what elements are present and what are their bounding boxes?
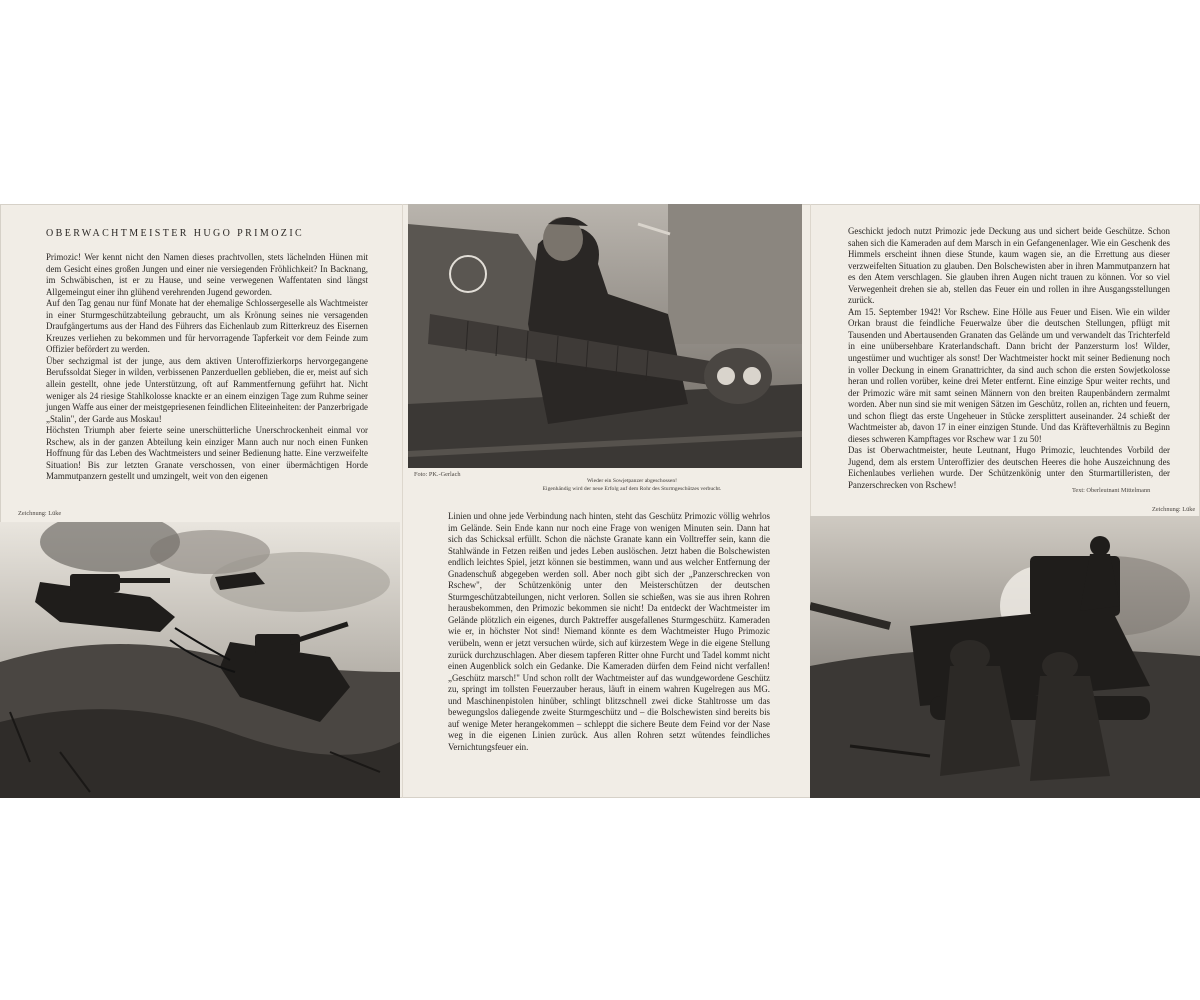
article-heading: OBERWACHTMEISTER HUGO PRIMOZIC	[46, 228, 305, 239]
panel-left	[0, 204, 403, 798]
article-text-part-1	[46, 252, 368, 483]
paragraph: Geschickt jedoch nutzt Primozic jede Deckung aus und sichert beide Geschütze. Schon sahen sich die Kameraden auf dem Marsch in ein Gefangenenlager. Wie ein Geschenk des Himmels erscheint ihnen diese Stunde, kaum wagen sie, an die Errettung aus dieser verzweifelten Situation zu glauben. Den Bolschewisten aber in ihren Mammutpanzern hat es den Atem verschlagen. Sie glauben ihren Augen nicht trauen zu können. Vor so viel Verwegenheit drehen sie ab, stellen das Feuer ein und rollen in ihre Ausgangsstellungen zurück.	[848, 226, 1170, 306]
brochure-sheet	[0, 204, 1200, 798]
illustration-credit: Zeichnung: Lüke	[18, 510, 62, 517]
paragraph: Linien und ohne jede Verbindung nach hinten, steht das Geschütz Primozic völlig wehrlos im Gelände. Sein Ende kann nur noch eine Frage von wenigen Minuten sein. Dann hat sich das Schicksal erfüllt. Schon die nächste Granate kann ein Volltreffer sein, kann die Stahlwände in Fetzen reißen und jedes Leben auslöschen. Jetzt haben die Bolschewisten endlich leichtes Spiel, jetzt können sie bestimmen, wann und aus welcher Entfernung der Gnadenschuß abgegeben werden soll. Aber noch gibt sich der „Panzerschrecken von Rschew", der Schützenkönig unter den Meisterschützen der deutschen Sturmgeschützabteilungen, nicht verloren. Sollen sie schießen, was sie aus ihren Rohren herausbekommen, den Primozic bekommen sie nicht! Da entdeckt der Wachtmeister im Gelände plötzlich ein eigenes, durch Paktreffer ausgefallenes Sturmgeschütz. Kameraden wie er, in höchster Not sind! Niemand könnte es dem Wachtmeister Hugo Primozic verübeln, wenn er jetzt versuchen würde, sich auf kürzestem Wege in die eigene Stellung zurück durchzuschlagen. Aber diesem tapferen Ritter ohne Furcht und Tadel kommt nicht einen Augenblick solch ein Gedanke. Die Kameraden dürfen dem Feind nicht verfallen! „Geschütz marsch!" Und schon rollt der Wachtmeister auf das wundgewordene Geschütz zu, springt im tollsten Feuerzauber heraus, läuft in einem wahren Kugelregen aus MG. und Maschinenpistolen hinüber, schlingt blitzschnell zwei dicke Stahltrosse um das bewegungslos daliegende zweite Sturmgeschütz und – die Bolschewisten sind bereits bis auf wenige Meter herangekommen – schleppt die sichere Beute dem Feind vor der Nase weg in die eigenen Linien zurück. Aus allen Rohren setzt wütendes feindliches Vernichtungsfeuer ein.	[448, 511, 770, 752]
battle-illustration-soldiers	[810, 516, 1200, 798]
paragraph: Über sechzigmal ist der junge, aus dem aktiven Unteroffizierkorps hervorgegangene Berufssoldat Sieger in wilden, verbissenen Panzerduellen geblieben, die er, meist auf sich allein gestellt, ohne jede Unterstützung, oft auf Rammentfernung geführt hat. Nicht weniger als 24 riesige Stahlkolosse knackte er an einem einzigen Tage zum Ruhme seiner jungen Waffe aus einer der meistgepriesenen feindlichen Eliteeinheiten: der Panzerbrigade „Stalin", der Garde aus Moskau!	[46, 355, 368, 424]
photo-soldier-marking-gun-barrel	[408, 204, 802, 468]
paragraph: Am 15. September 1942! Vor Rschew. Eine Hölle aus Feuer und Eisen. Wie ein wilder Orkan braust die feindliche Feuerwalze über die deutschen Stellungen, pflügt mit Tausenden und Abertausenden Granaten das Gelände um und verwandelt das Trichterfeld in eine unübersehbare Kraterlandschaft. Dann bricht der Panzersturm los! Wilder, ungestümer und wuchtiger als sonst! Der Wachtmeister hockt mit seiner Bedienung noch in voller Deckung in einem Granattrichter, da sind auch schon die ersten Sowjetkolosse heran und rollen vorüber, keine drei Meter entfernt. Eine einzige Spur weiter rechts, und der Primozic wäre mit samt seinen Männern von den breiten Raupenbändern zermalmt worden. Aber nun sind sie mit wenigen Sätzen im Geschütz, rollen an, richten und feuern, und schon fliegt das erste Ungeheuer in Stücke zersplittert auseinander. 24 schießt der Wachtmeister ab, davon 17 in einer einzigen Stunde. Und das Kräfteverhältnis zu Beginn dieses schweren Kampftages vor Rschew war 1 zu 50!	[848, 306, 1170, 444]
paragraph: Primozic! Wer kennt nicht den Namen dieses prachtvollen, stets lächelnden Hünen mit dem Gesicht eines großen Jungen und einer nie versiegenden Fröhlichkeit? In Backnang, im Schwäbischen, ist er zu Hause, und seine verwegenen Waffentaten sind längst Allgemeingut einer ihn glühend verehrenden Jugend geworden.	[46, 252, 368, 297]
photo-credit: Foto: PK.-Gerlach	[414, 471, 461, 478]
battle-illustration-tanks	[0, 522, 400, 798]
paragraph: Auf den Tag genau nur fünf Monate hat der ehemalige Schlossergeselle als Wachtmeister in einer Sturmgeschützabteilung gebraucht, um als Krönung seines nie versagenden Draufgängertums aus der Hand des Führers das Eichenlaub zum Ritterkreuz des Eisernen Kreuzes verliehen zu bekommen und für hervorragende Tapferkeit vor dem Feinde zum Offizier befördert zu werden.	[46, 298, 368, 355]
text-credit: Text: Oberleutnant Mittelmann	[1072, 487, 1151, 494]
panel-right	[810, 204, 1200, 798]
paragraph: Höchsten Triumph aber feierte seine unerschütterliche Unerschrockenheit einmal vor Rschew, als in der ganzen Abteilung kein einziger Mann auch nur noch einen Funken Hoffnung für das Leben des Wachtmeisters und seiner Bedienung hatte. Eine verzweifelte Situation! Bis zur letzten Granate verschossen, von einer übermächtigen Horde Mammutpanzern gestellt und umzingelt, weit von den eigenen	[46, 425, 368, 482]
paragraph: Das ist Oberwachtmeister, heute Leutnant, Hugo Primozic, leuchtendes Vorbild der Jugend, dem als erstem Unteroffizier des deutschen Heeres die hohe Auszeichnung des Eichenlaubes verliehen wurde. Der Schützenkönig unter den Sturmartilleristen, der Panzerschrecken von Rschew!	[848, 445, 1170, 491]
photo-caption-line-1: Wieder ein Sowjetpanzer abgeschossen!	[586, 478, 678, 484]
photo-caption-line-2: Eigenhändig wird der neue Erfolg auf dem Rohr des Sturmgeschützes verbucht.	[542, 486, 722, 492]
illustration-credit: Zeichnung: Lüke	[1152, 506, 1196, 513]
article-text-part-3	[848, 226, 1170, 492]
article-text-part-2	[448, 511, 770, 753]
panel-middle	[402, 204, 811, 798]
